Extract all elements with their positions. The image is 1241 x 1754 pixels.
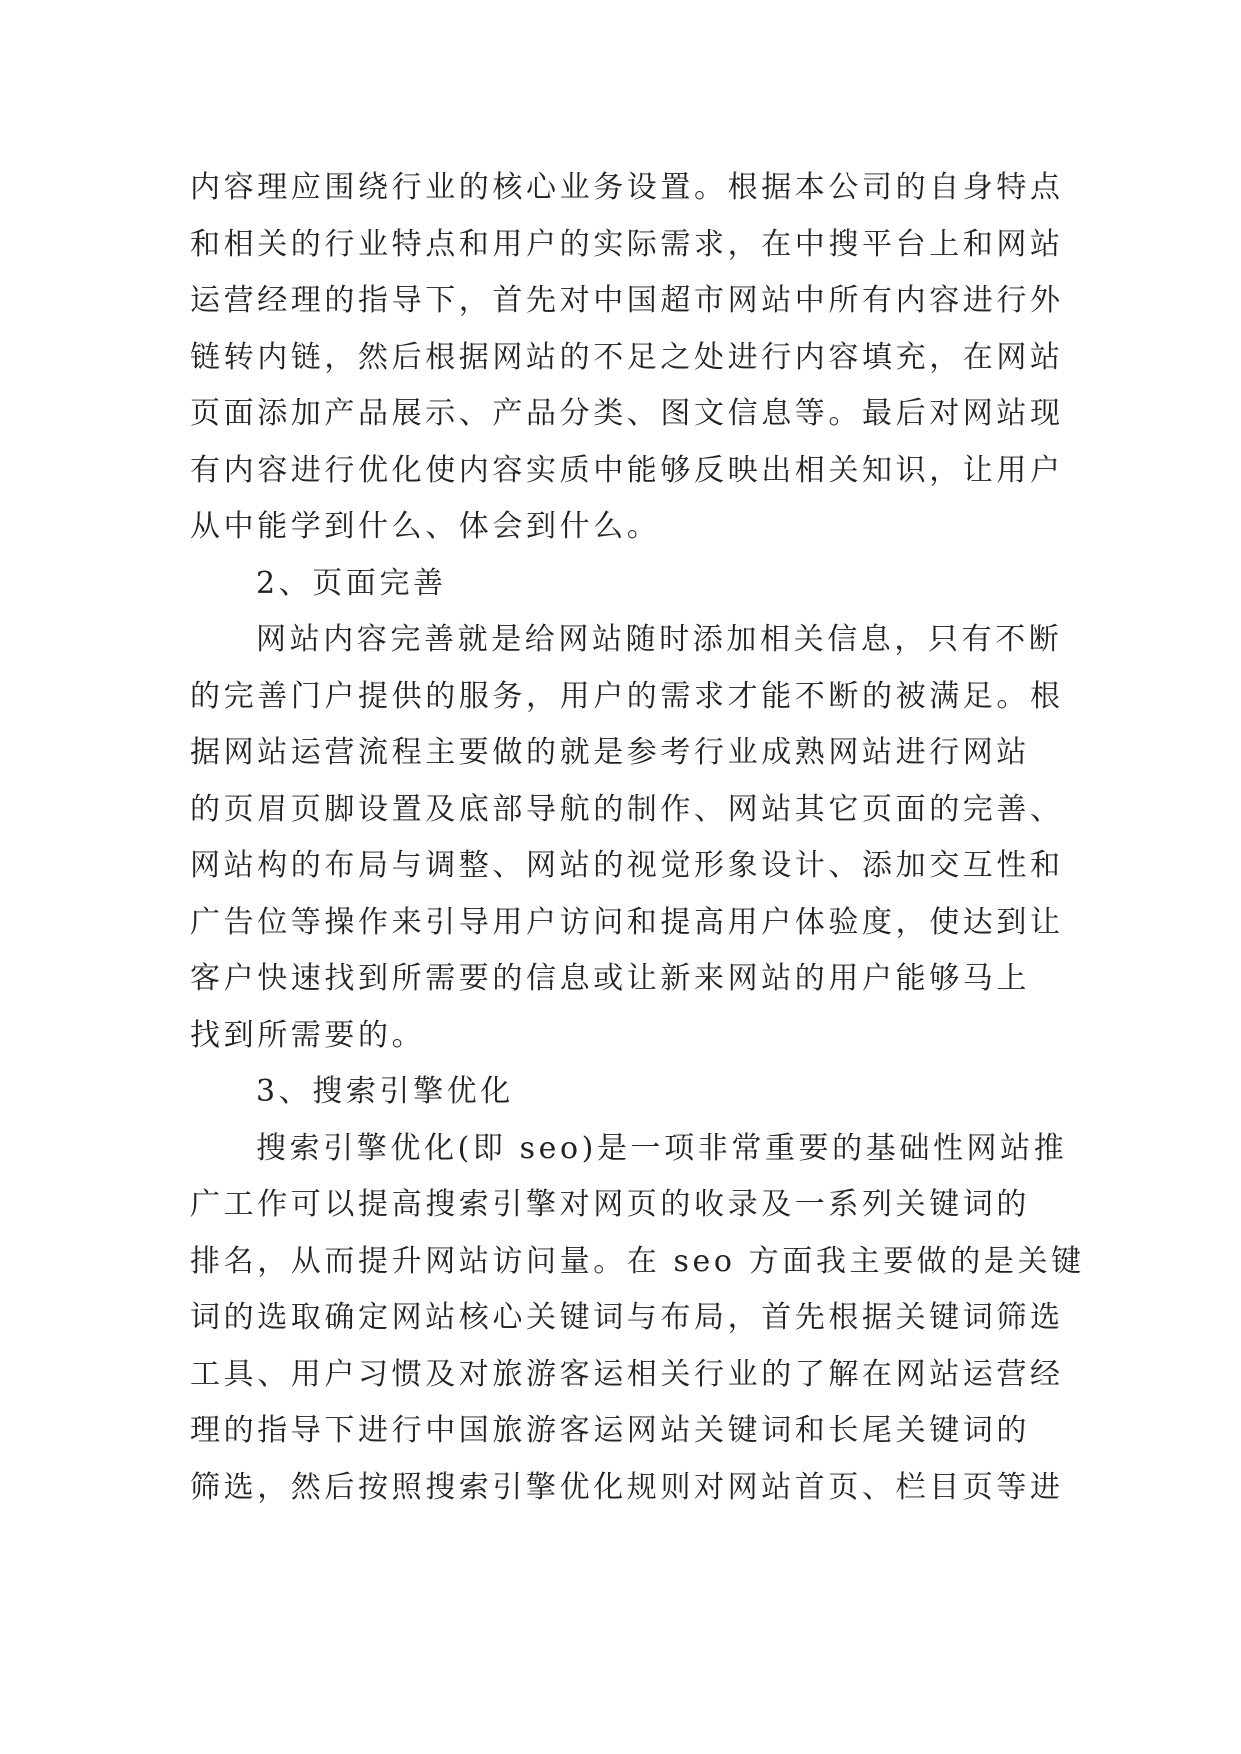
text-line: 有内容进行优化使内容实质中能够反映出相关知识，让用户 (190, 452, 1064, 488)
text-line: 和相关的行业特点和用户的实际需求，在中搜平台上和网站 (190, 226, 1064, 262)
text-line: 页面添加产品展示、产品分类、图文信息等。最后对网站现 (190, 396, 1064, 431)
text-line: 网站内容完善就是给网站随时添加相关信息，只有不断 (256, 622, 1063, 657)
text-line: 3、搜索引擎优化 (256, 1074, 514, 1109)
text-line: 找到所需要的。 (190, 1017, 426, 1053)
text-line: 运营经理的指导下，首先对中国超市网站中所有内容进行外 (190, 283, 1064, 318)
text-line: 广工作可以提高搜索引擎对网页的收录及一系列关键词的 (190, 1187, 1030, 1222)
text-line: 理的指导下进行中国旅游客运网站关键词和长尾关键词的 (190, 1413, 1030, 1448)
text-line: 搜索引擎优化(即 seo)是一项非常重要的基础性网站推 (256, 1130, 1068, 1166)
text-line: 词的选取确定网站核心关键词与布局，首先根据关键词筛选 (190, 1300, 1064, 1335)
text-line: 筛选，然后按照搜索引擎优化规则对网站首页、栏目页等进 (190, 1469, 1064, 1505)
text-line: 客户快速找到所需要的信息或让新来网站的用户能够马上 (190, 961, 1030, 996)
text-line: 的完善门户提供的服务，用户的需求才能不断的被满足。根 (190, 678, 1064, 714)
text-line: 从中能学到什么、体会到什么。 (190, 509, 661, 544)
text-line: 链转内链，然后根据网站的不足之处进行内容填充，在网站 (190, 339, 1064, 375)
text-line: 的页眉页脚设置及底部导航的制作、网站其它页面的完善、 (190, 791, 1064, 827)
text-line: 网站构的布局与调整、网站的视觉形象设计、添加交互性和 (190, 848, 1064, 883)
text-line: 工具、用户习惯及对旅游客运相关行业的了解在网站运营经 (190, 1356, 1064, 1392)
document-body (190, 160, 1085, 1516)
text-line: 据网站运营流程主要做的就是参考行业成熟网站进行网站 (190, 735, 1030, 770)
text-line: 排名，从而提升网站访问量。在 seo 方面我主要做的是关键 (190, 1243, 1085, 1279)
text-line: 广告位等操作来引导用户访问和提高用户体验度，使达到让 (190, 904, 1064, 940)
text-line: 2、页面完善 (256, 565, 447, 601)
text-line: 内容理应围绕行业的核心业务设置。根据本公司的自身特点 (190, 170, 1064, 205)
